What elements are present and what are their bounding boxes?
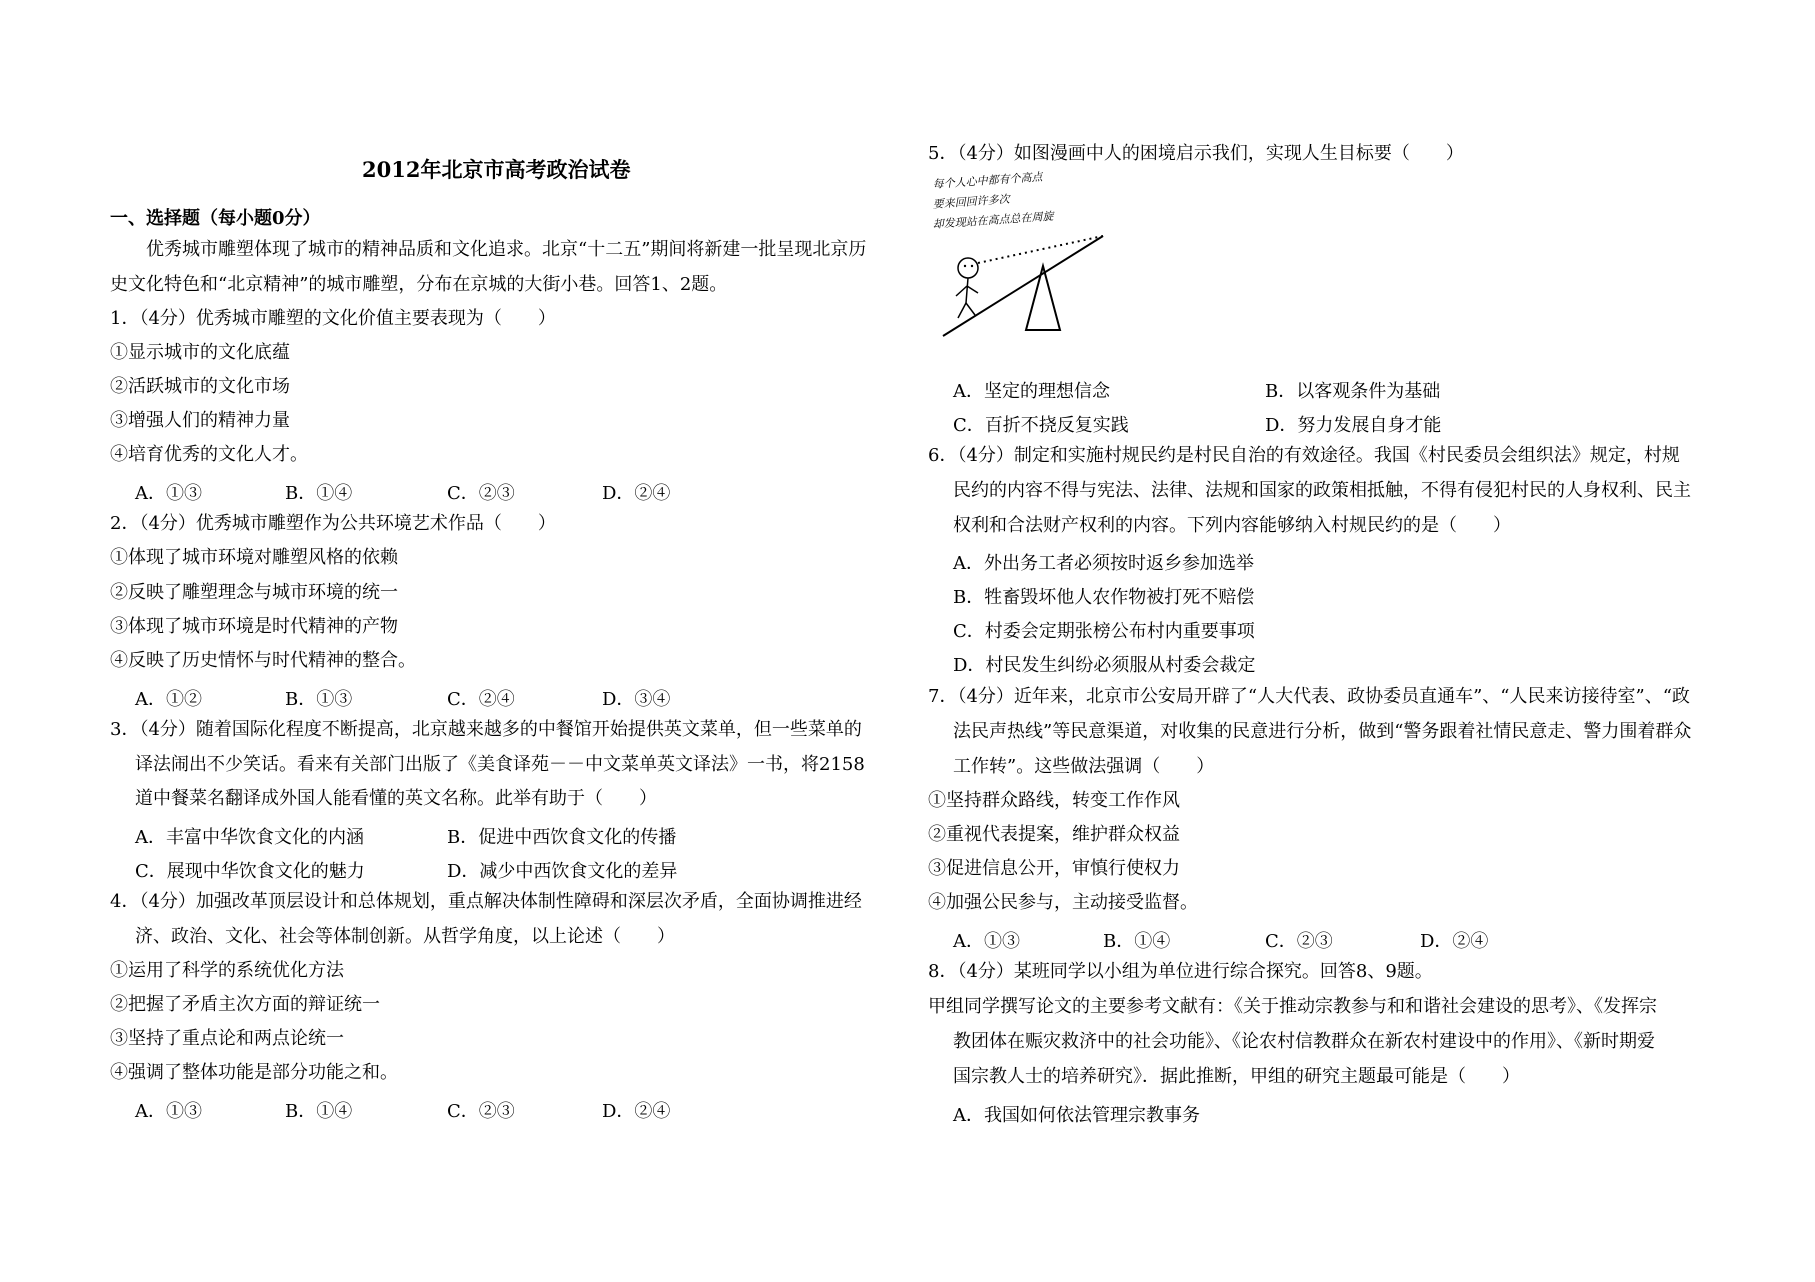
question-4-line: 4．（4分）加强改革顶层设计和总体规划，重点解决体制性障碍和深层次矛盾，全面协调推进经 bbox=[110, 891, 862, 912]
cartoon-caption: 却发现站在高点总在周旋 bbox=[932, 209, 1054, 231]
question-8-option-a: A．我国如何依法管理宗教事务 bbox=[953, 1105, 1200, 1126]
question-4-line: 济、政治、文化、社会等体制创新。从哲学角度，以上论述（ ） bbox=[135, 926, 675, 947]
question-6-option-b: B．牲畜毁坏他人农作物被打死不赔偿 bbox=[953, 587, 1255, 608]
question-6-option-a: A．外出务工者必须按时返乡参加选举 bbox=[953, 553, 1254, 574]
question-1-option-c: C．②③ bbox=[447, 483, 515, 504]
question-6-line: 6．（4分）制定和实施村规民约是村民自治的有效途径。我国《村民委员会组织法》规定，村规 bbox=[928, 445, 1680, 466]
section-heading: 一、选择题（每小题0分） bbox=[110, 208, 321, 229]
question-4-item: ②把握了矛盾主次方面的辩证统一 bbox=[110, 994, 380, 1015]
question-1-stem: 1．（4分）优秀城市雕塑的文化价值主要表现为（ ） bbox=[110, 308, 556, 329]
question-2-option-d: D．③④ bbox=[602, 689, 671, 710]
question-6-option-c: C．村委会定期张榜公布村内重要事项 bbox=[953, 621, 1255, 642]
question-7-line: 法民声热线”等民意渠道，对收集的民意进行分析，做到“警务跟着社情民意走、警力围着群众 bbox=[953, 721, 1692, 742]
cartoon-image bbox=[928, 168, 1108, 343]
question-7-item: ③促进信息公开，审慎行使权力 bbox=[928, 858, 1180, 879]
question-7-option-c: C．②③ bbox=[1265, 931, 1333, 952]
question-2-option-a: A．①② bbox=[135, 689, 202, 710]
question-5-option-d: D．努力发展自身才能 bbox=[1265, 415, 1442, 436]
question-7-line: 工作转”。这些做法强调（ ） bbox=[953, 756, 1215, 777]
question-8-stem: 8．（4分）某班同学以小组为单位进行综合探究。回答8、9题。 bbox=[928, 961, 1433, 982]
question-5-option-c: C．百折不挠反复实践 bbox=[953, 415, 1129, 436]
question-1-option-a: A．①③ bbox=[135, 483, 202, 504]
question-4-option-c: C．②③ bbox=[447, 1101, 515, 1122]
question-3-option-a: A．丰富中华饮食文化的内涵 bbox=[135, 827, 364, 848]
question-7-option-d: D．②④ bbox=[1420, 931, 1489, 952]
question-2-option-b: B．①③ bbox=[285, 689, 353, 710]
question-8-line: 甲组同学撰写论文的主要参考文献有：《关于推动宗教参与和和谐社会建设的思考》、《发挥宗 bbox=[928, 996, 1657, 1017]
question-7-option-a: A．①③ bbox=[953, 931, 1020, 952]
question-3-option-b: B．促进中西饮食文化的传播 bbox=[447, 827, 677, 848]
question-4-option-a: A．①③ bbox=[135, 1101, 202, 1122]
question-1-option-d: D．②④ bbox=[602, 483, 671, 504]
question-1-option-b: B．①④ bbox=[285, 483, 353, 504]
question-5-option-b: B．以客观条件为基础 bbox=[1265, 381, 1441, 402]
question-8-line: 教团体在赈灾救济中的社会功能》、《论农村信教群众在新农村建设中的作用》、《新时期爱 bbox=[953, 1031, 1655, 1052]
question-7-item: ④加强公民参与，主动接受监督。 bbox=[928, 892, 1198, 913]
page-title: 2012年北京市高考政治试卷 bbox=[362, 157, 631, 182]
question-3-line: 3．（4分）随着国际化程度不断提高，北京越来越多的中餐馆开始提供英文菜单，但一些菜单的 bbox=[110, 719, 862, 740]
question-4-item: ①运用了科学的系统优化方法 bbox=[110, 960, 344, 981]
question-2-item: ④反映了历史情怀与时代精神的整合。 bbox=[110, 650, 416, 671]
question-2-stem: 2．（4分）优秀城市雕塑作为公共环境艺术作品（ ） bbox=[110, 513, 556, 534]
question-7-item: ①坚持群众路线，转变工作作风 bbox=[928, 790, 1180, 811]
question-6-line: 民约的内容不得与宪法、法律、法规和国家的政策相抵触，不得有侵犯村民的人身权利、民主 bbox=[953, 480, 1691, 501]
question-7-line: 7．（4分）近年来，北京市公安局开辟了“人大代表、政协委员直通车”、“人民来访接待室”、“政 bbox=[928, 686, 1690, 707]
question-3-line: 译法闹出不少笑话。看来有关部门出版了《美食译苑－－中文菜单英文译法》一书，将2158 bbox=[135, 754, 865, 775]
question-3-line: 道中餐菜名翻译成外国人能看懂的英文名称。此举有助于（ ） bbox=[135, 788, 657, 809]
intro-line: 史文化特色和“北京精神”的城市雕塑，分布在京城的大街小巷。回答1、2题。 bbox=[110, 274, 728, 295]
question-7-option-b: B．①④ bbox=[1103, 931, 1171, 952]
question-6-line: 权利和合法财产权利的内容。下列内容能够纳入村规民约的是（ ） bbox=[953, 515, 1511, 536]
cartoon-caption: 要来回回许多次 bbox=[932, 192, 1011, 211]
question-3-option-c: C．展现中华饮食文化的魅力 bbox=[135, 861, 365, 882]
question-1-item: ②活跃城市的文化市场 bbox=[110, 376, 290, 397]
question-2-item: ③体现了城市环境是时代精神的产物 bbox=[110, 616, 398, 637]
question-3-option-d: D．减少中西饮食文化的差异 bbox=[447, 861, 678, 882]
question-6-option-d: D．村民发生纠纷必须服从村委会裁定 bbox=[953, 655, 1256, 676]
question-4-item: ④强调了整体功能是部分功能之和。 bbox=[110, 1062, 398, 1083]
question-5-stem: 5．（4分）如图漫画中人的困境启示我们，实现人生目标要（ ） bbox=[928, 143, 1464, 164]
question-5-option-a: A．坚定的理想信念 bbox=[953, 381, 1110, 402]
question-2-item: ②反映了雕塑理念与城市环境的统一 bbox=[110, 582, 398, 603]
question-4-option-b: B．①④ bbox=[285, 1101, 353, 1122]
question-1-item: ①显示城市的文化底蕴 bbox=[110, 342, 290, 363]
question-8-line: 国宗教人士的培养研究》．据此推断，甲组的研究主题最可能是（ ） bbox=[953, 1066, 1520, 1087]
question-2-option-c: C．②④ bbox=[447, 689, 515, 710]
intro-line: 优秀城市雕塑体现了城市的精神品质和文化追求。北京“十二五”期间将新建一批呈现北京历 bbox=[146, 239, 867, 260]
question-4-option-d: D．②④ bbox=[602, 1101, 671, 1122]
question-1-item: ④培育优秀的文化人才。 bbox=[110, 444, 308, 465]
question-1-item: ③增强人们的精神力量 bbox=[110, 410, 290, 431]
question-4-item: ③坚持了重点论和两点论统一 bbox=[110, 1028, 344, 1049]
question-2-item: ①体现了城市环境对雕塑风格的依赖 bbox=[110, 547, 398, 568]
cartoon-caption: 每个人心中都有个高点 bbox=[932, 170, 1043, 191]
question-7-item: ②重视代表提案，维护群众权益 bbox=[928, 824, 1180, 845]
